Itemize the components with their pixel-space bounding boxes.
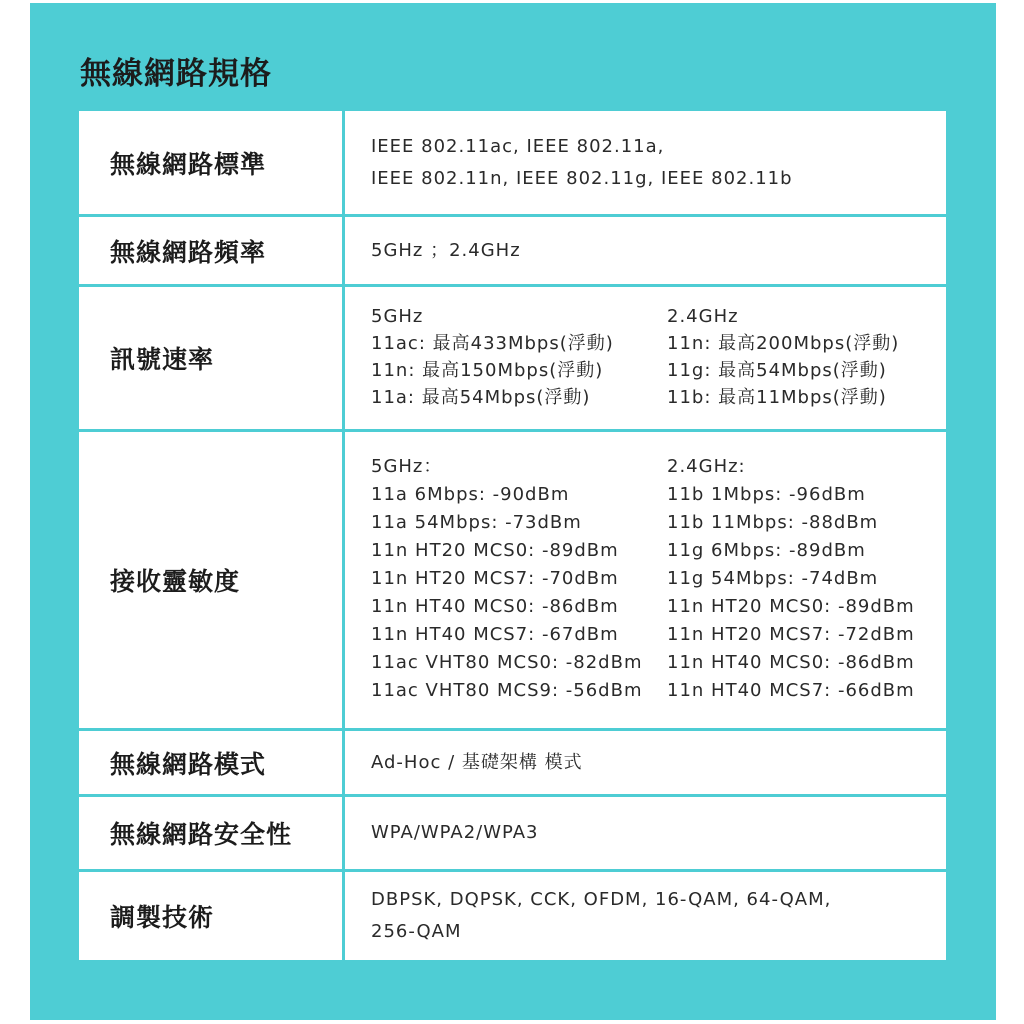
rate-5g-line: 11n: 最高150Mbps(浮動) [371,360,604,381]
sensitivity-5g-column [371,453,667,705]
sens-24g-line: 11n HT40 MCS7: -66dBm [667,680,915,701]
spec-value-cell-mode [345,731,946,794]
standard-line: IEEE 802.11n, IEEE 802.11g, IEEE 802.11b [371,167,793,189]
sens-24g-line: 11b 11Mbps: -88dBm [667,512,879,533]
signal-rate-5g-column [371,303,667,411]
sens-5g-line: 11n HT40 MCS7: -67dBm [371,624,619,645]
spec-label-cell-signal-rate [79,287,342,429]
rate-24g-line: 11n: 最高200Mbps(浮動) [667,333,900,354]
spec-label-cell-sensitivity [79,432,342,728]
spec-value-standard [371,131,793,195]
spec-value-modulation [371,884,831,948]
rate-5g-line: 5GHz [371,306,424,327]
sens-24g-line: 11n HT40 MCS0: -86dBm [667,652,915,673]
spec-label-frequency: 無線網路頻率 [110,237,267,267]
spec-value-cell-security [345,797,946,869]
spec-label-signal-rate: 訊號速率 [110,345,215,374]
page-title: 無線網路規格 [80,56,272,92]
spec-value-security: WPA/WPA2/WPA3 [371,822,539,843]
standard-line: IEEE 802.11ac, IEEE 802.11a, [371,135,665,157]
sens-24g-line: 11g 6Mbps: -89dBm [667,540,866,561]
rate-24g-line: 2.4GHz [667,306,739,327]
modulation-line: DBPSK, DQPSK, CCK, OFDM, 16-QAM, 64-QAM, [371,889,832,910]
spec-label-mode: 無線網路模式 [110,749,267,779]
spec-value-cell-sensitivity [345,432,946,728]
spec-value-mode: Ad-Hoc / 基礎架構 模式 [371,751,583,773]
spec-value-cell-signal-rate [345,287,946,429]
rate-24g-line: 11g: 最高54Mbps(浮動) [667,360,887,381]
spec-value-frequency-wrap [371,235,521,267]
sens-5g-line: 5GHz： [371,456,443,477]
rate-5g-line: 11a: 最高54Mbps(浮動) [371,387,591,408]
spec-label-cell-mode [79,731,342,794]
spec-table [79,111,946,960]
sens-5g-line: 11a 54Mbps: -73dBm [371,512,582,533]
modulation-line: 256-QAM [371,921,462,942]
rate-5g-line: 11ac: 最高433Mbps(浮動) [371,333,614,354]
sens-24g-line: 11n HT20 MCS0: -89dBm [667,596,915,617]
signal-rate-24g-column [667,303,899,411]
spec-label-cell-modulation [79,872,342,960]
spec-label-cell-frequency [79,217,342,284]
sens-5g-line: 11n HT40 MCS0: -86dBm [371,596,619,617]
spec-label-security: 無線網路安全性 [110,820,293,849]
spec-value-cell-standard [345,111,946,214]
spec-label-standard: 無線網路標準 [110,149,267,179]
spec-label-sensitivity: 接收靈敏度 [110,567,241,596]
rate-24g-line: 11b: 最高11Mbps(浮動) [667,387,887,408]
spec-value-mode-wrap [371,747,583,779]
sens-5g-line: 11n HT20 MCS0: -89dBm [371,540,619,561]
spec-label-cell-security [79,797,342,869]
sens-24g-line: 11g 54Mbps: -74dBm [667,568,879,589]
spec-value-cell-modulation [345,872,946,960]
sens-24g-line: 2.4GHz: [667,456,746,477]
spec-label-cell-standard [79,111,342,214]
sens-24g-line: 11b 1Mbps: -96dBm [667,484,866,505]
spec-value-cell-frequency [345,217,946,284]
spec-label-modulation: 調製技術 [110,903,215,932]
sens-5g-line: 11a 6Mbps: -90dBm [371,484,570,505]
sensitivity-24g-column [667,453,915,705]
sens-5g-line: 11ac VHT80 MCS0: -82dBm [371,652,643,673]
sens-5g-line: 11n HT20 MCS7: -70dBm [371,568,619,589]
sensitivity-columns [371,453,915,705]
sens-24g-line: 11n HT20 MCS7: -72dBm [667,624,915,645]
spec-value-security-wrap [371,817,538,849]
signal-rate-columns [371,303,899,411]
sens-5g-line: 11ac VHT80 MCS9: -56dBm [371,680,643,701]
spec-value-frequency: 5GHz ；2.4GHz [371,239,521,261]
